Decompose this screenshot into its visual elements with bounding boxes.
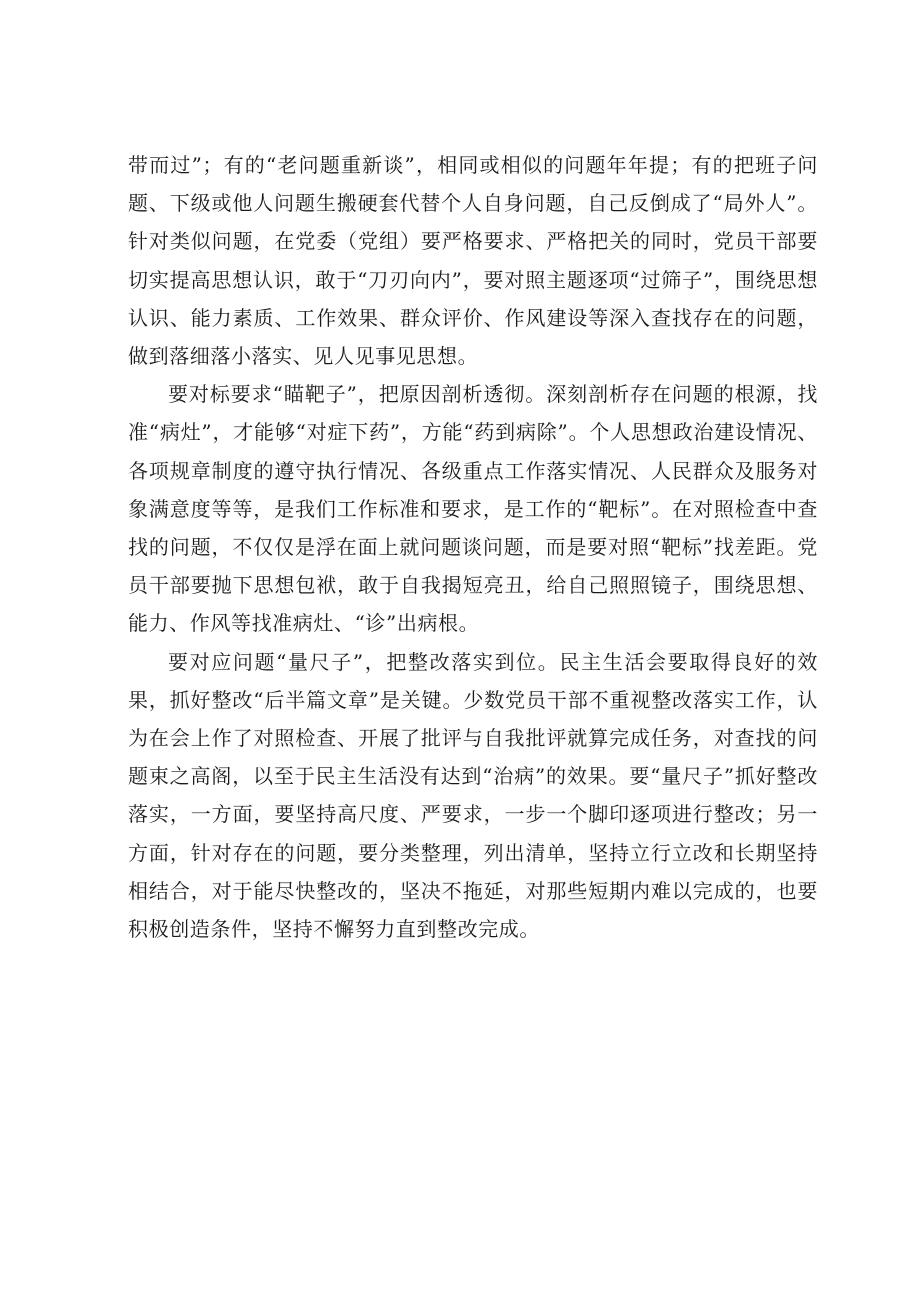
body-text [128, 146, 818, 948]
paragraph-3: 要对应问题“量尺子”，把整改落实到位。民主生活会要取得良好的效果，抓好整改“后半篇文章”是关键。少数党员干部不重视整改落实工作，认为在会上作了对照检查、开展了批评与自我批评就算完成任务，对查找的问题束之高阁，以至于民主生活没有达到“治病”的效果。要“量尺子”抓好整改落实，一方面，要坚持高尺度、严要求，一步一个脚印逐项进行整改；另一方面，针对存在的问题，要分类整理，列出清单，坚持立行立改和长期坚持相结合，对于能尽快整改的，坚决不拖延，对那些短期内难以完成的，也要积极创造条件，坚持不懈努力直到整改完成。 [128, 649, 818, 942]
paragraph-2: 要对标要求“瞄靶子”，把原因剖析透彻。深刻剖析存在问题的根源，找准“病灶”，才能够“对症下药”，方能“药到病除”。个人思想政治建设情况、各项规章制度的遵守执行情况、各级重点工作落实情况、人民群众及服务对象满意度等等，是我们工作标准和要求，是工作的“靶标”。在对照检查中查找的问题，不仅仅是浮在面上就问题谈问题，而是要对照“靶标”找差距。党员干部要抛下思想包袱，敢于自我揭短亮丑，给自己照照镜子，围绕思想、能力、作风等找准病灶、“诊”出病根。 [128, 382, 818, 636]
paragraph-1: 带而过”；有的“老问题重新谈”，相同或相似的问题年年提；有的把班子问题、下级或他人问题生搬硬套代替个人自身问题，自己反倒成了“局外人”。针对类似问题，在党委（党组）要严格要求、严格把关的同时，党员干部要切实提高思想认识，敢于“刀刃向内”，要对照主题逐项“过筛子”，围绕思想认识、能力素质、工作效果、群众评价、作风建设等深入查找存在的问题，做到落细落小落实、见人见事见思想。 [128, 153, 818, 369]
